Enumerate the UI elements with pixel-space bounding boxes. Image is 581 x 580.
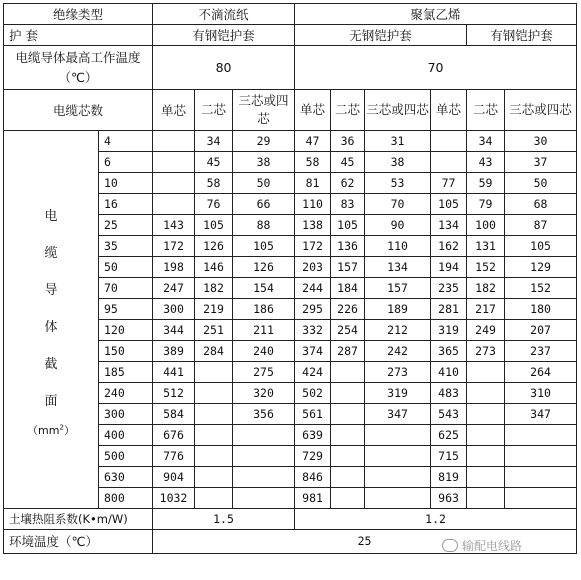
cores-label: 电缆芯数 [4, 90, 153, 131]
conductor-size-cell: 70 [99, 278, 153, 299]
ampacity-cell: 126 [233, 257, 295, 278]
ampacity-cell: 963 [431, 488, 467, 509]
table-row [4, 131, 577, 152]
max-temp-label: 电缆导体最高工作温度（℃） [4, 46, 153, 90]
conductor-size-cell: 4 [99, 131, 153, 152]
conductor-size-cell: 185 [99, 362, 153, 383]
conductor-size-cell: 150 [99, 341, 153, 362]
ampacity-cell: 300 [153, 299, 195, 320]
watermark [442, 537, 522, 554]
ampacity-cell [331, 362, 365, 383]
ampacity-cell [365, 425, 431, 446]
ampacity-cell: 242 [365, 341, 431, 362]
ampacity-cell [467, 404, 505, 425]
ampacity-cell: 776 [153, 446, 195, 467]
ampacity-cell: 194 [431, 257, 467, 278]
ampacity-cell [467, 467, 505, 488]
section-unit-suffix: ） [63, 423, 75, 437]
ampacity-cell [331, 383, 365, 404]
ampacity-cell: 152 [505, 278, 577, 299]
ampacity-cell: 182 [467, 278, 505, 299]
ampacity-cell: 50 [505, 173, 577, 194]
ampacity-cell: 264 [505, 362, 577, 383]
ampacity-cell: 219 [195, 299, 233, 320]
ampacity-cell [233, 467, 295, 488]
ampacity-cell: 83 [331, 194, 365, 215]
ampacity-cell: 374 [295, 341, 331, 362]
footer-row-soil [4, 509, 577, 530]
ampacity-cell: 58 [295, 152, 331, 173]
ampacity-cell: 59 [467, 173, 505, 194]
ampacity-cell: 904 [153, 467, 195, 488]
core-single-pvc-armored: 单芯 [431, 90, 467, 131]
ampacity-cell [505, 425, 577, 446]
ampacity-cell [467, 362, 505, 383]
ampacity-cell: 110 [365, 236, 431, 257]
ampacity-cell: 1032 [153, 488, 195, 509]
sheath-paper-armored: 有钢铠护套 [153, 25, 295, 46]
ampacity-cell: 129 [505, 257, 577, 278]
ampacity-cell: 134 [431, 215, 467, 236]
ampacity-cell: 211 [233, 320, 295, 341]
ampacity-cell: 347 [365, 404, 431, 425]
ampacity-cell: 38 [233, 152, 295, 173]
ampacity-cell: 38 [365, 152, 431, 173]
section-label-char: 体 [44, 319, 58, 335]
ampacity-cell: 105 [431, 194, 467, 215]
section-label-char: 截 [44, 356, 58, 372]
ampacity-cell: 226 [331, 299, 365, 320]
ampacity-cell: 34 [467, 131, 505, 152]
ambient-temp-label: 环境温度（℃） [4, 530, 153, 554]
ampacity-cell [195, 446, 233, 467]
conductor-size-cell: 25 [99, 215, 153, 236]
ampacity-cell: 344 [153, 320, 195, 341]
ampacity-cell: 310 [505, 383, 577, 404]
ampacity-cell: 424 [295, 362, 331, 383]
ampacity-cell: 105 [331, 215, 365, 236]
ampacity-cell: 143 [153, 215, 195, 236]
ampacity-cell: 639 [295, 425, 331, 446]
ampacity-cell: 126 [195, 236, 233, 257]
ampacity-cell: 182 [195, 278, 233, 299]
ampacity-cell: 235 [431, 278, 467, 299]
ampacity-cell: 105 [233, 236, 295, 257]
ampacity-cell: 136 [331, 236, 365, 257]
conductor-size-cell: 630 [99, 467, 153, 488]
section-label-char: 面 [44, 393, 58, 409]
ampacity-cell: 198 [153, 257, 195, 278]
ampacity-cell: 249 [467, 320, 505, 341]
header-row-max-temp [4, 46, 577, 90]
ampacity-cell [233, 446, 295, 467]
conductor-size-cell: 300 [99, 404, 153, 425]
ampacity-cell [153, 173, 195, 194]
cable-ampacity-table-wrapper [3, 3, 577, 554]
core-single-paper: 单芯 [153, 90, 195, 131]
ampacity-cell: 34 [195, 131, 233, 152]
ampacity-cell: 320 [233, 383, 295, 404]
conductor-size-cell: 95 [99, 299, 153, 320]
ampacity-cell: 88 [233, 215, 295, 236]
ampacity-cell: 287 [331, 341, 365, 362]
core-two-pvc-armored: 二芯 [467, 90, 505, 131]
ampacity-cell: 87 [505, 215, 577, 236]
ampacity-cell [153, 152, 195, 173]
core-single-pvc-unarmored: 单芯 [295, 90, 331, 131]
ampacity-cell: 100 [467, 215, 505, 236]
ampacity-cell: 45 [331, 152, 365, 173]
section-label-char: 电 [44, 208, 58, 224]
conductor-section-label [4, 131, 99, 509]
ampacity-cell: 319 [431, 320, 467, 341]
ampacity-cell: 729 [295, 446, 331, 467]
ampacity-cell [195, 362, 233, 383]
ampacity-cell: 105 [195, 215, 233, 236]
conductor-size-cell: 500 [99, 446, 153, 467]
ampacity-cell: 79 [467, 194, 505, 215]
ampacity-cell [153, 194, 195, 215]
ampacity-cell: 715 [431, 446, 467, 467]
ampacity-cell: 281 [431, 299, 467, 320]
conductor-size-cell: 120 [99, 320, 153, 341]
ampacity-cell: 543 [431, 404, 467, 425]
ampacity-cell: 43 [467, 152, 505, 173]
ampacity-cell [467, 383, 505, 404]
ampacity-cell: 131 [467, 236, 505, 257]
ampacity-cell: 154 [233, 278, 295, 299]
ampacity-cell [365, 488, 431, 509]
conductor-size-cell: 16 [99, 194, 153, 215]
ampacity-cell [331, 404, 365, 425]
ampacity-cell: 29 [233, 131, 295, 152]
core-two-pvc-unarmored: 二芯 [331, 90, 365, 131]
header-row-insulation [4, 4, 577, 25]
ampacity-cell [195, 467, 233, 488]
conductor-size-cell: 10 [99, 173, 153, 194]
ampacity-cell: 347 [505, 404, 577, 425]
ampacity-cell: 389 [153, 341, 195, 362]
section-unit-sup: 2 [59, 422, 64, 431]
ampacity-cell: 319 [365, 383, 431, 404]
conductor-size-cell: 35 [99, 236, 153, 257]
ampacity-cell: 53 [365, 173, 431, 194]
soil-resistivity-pvc: 1.2 [295, 509, 577, 530]
ampacity-cell: 332 [295, 320, 331, 341]
ampacity-cell [365, 446, 431, 467]
section-label-char: 缆 [44, 245, 58, 261]
ampacity-cell: 37 [505, 152, 577, 173]
ampacity-cell: 676 [153, 425, 195, 446]
ampacity-cell: 240 [233, 341, 295, 362]
insulation-pvc-header: 聚氯乙烯 [295, 4, 577, 25]
sheath-label: 护 套 [4, 25, 153, 46]
ampacity-cell: 172 [295, 236, 331, 257]
ampacity-cell: 157 [331, 257, 365, 278]
ampacity-cell: 45 [195, 152, 233, 173]
ampacity-cell: 502 [295, 383, 331, 404]
ampacity-cell: 68 [505, 194, 577, 215]
ampacity-cell: 184 [331, 278, 365, 299]
ampacity-cell [365, 467, 431, 488]
ampacity-cell: 76 [195, 194, 233, 215]
max-temp-pvc: 70 [295, 46, 577, 90]
conductor-size-cell: 800 [99, 488, 153, 509]
header-row-cores [4, 90, 577, 131]
ampacity-cell: 77 [431, 173, 467, 194]
section-unit [4, 420, 98, 442]
ampacity-cell [331, 425, 365, 446]
insulation-type-label: 绝缘类型 [4, 4, 153, 25]
ampacity-cell: 244 [295, 278, 331, 299]
insulation-paper-header: 不滴流纸 [153, 4, 295, 25]
ampacity-cell: 237 [505, 341, 577, 362]
ampacity-cell: 58 [195, 173, 233, 194]
ampacity-cell: 186 [233, 299, 295, 320]
ampacity-cell [467, 446, 505, 467]
soil-resistivity-label: 土壤热阻系数(K•m/W) [4, 509, 153, 530]
ampacity-cell: 584 [153, 404, 195, 425]
ampacity-cell: 180 [505, 299, 577, 320]
wechat-icon [442, 539, 458, 552]
ampacity-cell: 561 [295, 404, 331, 425]
ampacity-cell [233, 488, 295, 509]
ampacity-cell [505, 467, 577, 488]
ampacity-cell [195, 404, 233, 425]
ampacity-cell: 90 [365, 215, 431, 236]
core-two-paper: 二芯 [195, 90, 233, 131]
ampacity-cell: 207 [505, 320, 577, 341]
ampacity-cell: 162 [431, 236, 467, 257]
ampacity-cell: 81 [295, 173, 331, 194]
ampacity-cell: 152 [467, 257, 505, 278]
ampacity-cell: 134 [365, 257, 431, 278]
ampacity-cell: 410 [431, 362, 467, 383]
ampacity-cell [431, 131, 467, 152]
ampacity-cell [195, 488, 233, 509]
header-row-sheath [4, 25, 577, 46]
core-three-four-paper: 三芯或四芯 [233, 90, 295, 131]
ampacity-cell [505, 446, 577, 467]
ampacity-cell: 203 [295, 257, 331, 278]
ampacity-cell [195, 383, 233, 404]
ampacity-cell: 66 [233, 194, 295, 215]
ampacity-cell: 105 [505, 236, 577, 257]
ampacity-cell [331, 488, 365, 509]
core-three-four-pvc-armored: 三芯或四芯 [505, 90, 577, 131]
ampacity-cell: 31 [365, 131, 431, 152]
conductor-size-cell: 400 [99, 425, 153, 446]
conductor-size-cell: 50 [99, 257, 153, 278]
ampacity-cell: 273 [365, 362, 431, 383]
ampacity-cell: 819 [431, 467, 467, 488]
ampacity-cell [195, 425, 233, 446]
ampacity-cell: 365 [431, 341, 467, 362]
ampacity-cell: 172 [153, 236, 195, 257]
soil-resistivity-paper: 1.5 [153, 509, 295, 530]
ampacity-cell: 189 [365, 299, 431, 320]
ampacity-cell: 70 [365, 194, 431, 215]
ampacity-cell: 30 [505, 131, 577, 152]
ampacity-cell [431, 152, 467, 173]
ampacity-cell: 441 [153, 362, 195, 383]
section-unit-prefix: （mm [27, 423, 60, 437]
ambient-temp-value: 25 [153, 530, 577, 554]
ampacity-cell: 36 [331, 131, 365, 152]
ampacity-cell: 254 [331, 320, 365, 341]
ampacity-cell: 275 [233, 362, 295, 383]
ampacity-cell: 251 [195, 320, 233, 341]
sheath-pvc-armored: 有钢铠护套 [467, 25, 577, 46]
ampacity-cell: 50 [233, 173, 295, 194]
core-three-four-pvc-unarmored: 三芯或四芯 [365, 90, 431, 131]
ampacity-cell: 295 [295, 299, 331, 320]
ampacity-cell: 146 [195, 257, 233, 278]
ampacity-cell: 110 [295, 194, 331, 215]
ampacity-cell: 625 [431, 425, 467, 446]
ampacity-cell [153, 131, 195, 152]
ampacity-cell: 217 [467, 299, 505, 320]
ampacity-cell: 247 [153, 278, 195, 299]
ampacity-cell [467, 425, 505, 446]
ampacity-cell: 284 [195, 341, 233, 362]
conductor-size-cell: 6 [99, 152, 153, 173]
ampacity-cell [505, 488, 577, 509]
ampacity-cell: 512 [153, 383, 195, 404]
ampacity-cell: 273 [467, 341, 505, 362]
watermark-text: 输配电线路 [462, 539, 523, 553]
ampacity-cell: 157 [365, 278, 431, 299]
cable-ampacity-table [3, 3, 577, 554]
ampacity-cell [331, 446, 365, 467]
ampacity-cell [467, 488, 505, 509]
ampacity-cell: 212 [365, 320, 431, 341]
ampacity-cell [233, 425, 295, 446]
ampacity-cell: 62 [331, 173, 365, 194]
ampacity-cell: 138 [295, 215, 331, 236]
ampacity-cell: 356 [233, 404, 295, 425]
ampacity-cell: 981 [295, 488, 331, 509]
table-body [4, 4, 577, 554]
section-label-char: 导 [44, 282, 58, 298]
conductor-size-cell: 240 [99, 383, 153, 404]
ampacity-cell: 47 [295, 131, 331, 152]
ampacity-cell: 846 [295, 467, 331, 488]
ampacity-cell [331, 467, 365, 488]
sheath-pvc-unarmored: 无钢铠护套 [295, 25, 467, 46]
ampacity-cell: 483 [431, 383, 467, 404]
max-temp-paper: 80 [153, 46, 295, 90]
